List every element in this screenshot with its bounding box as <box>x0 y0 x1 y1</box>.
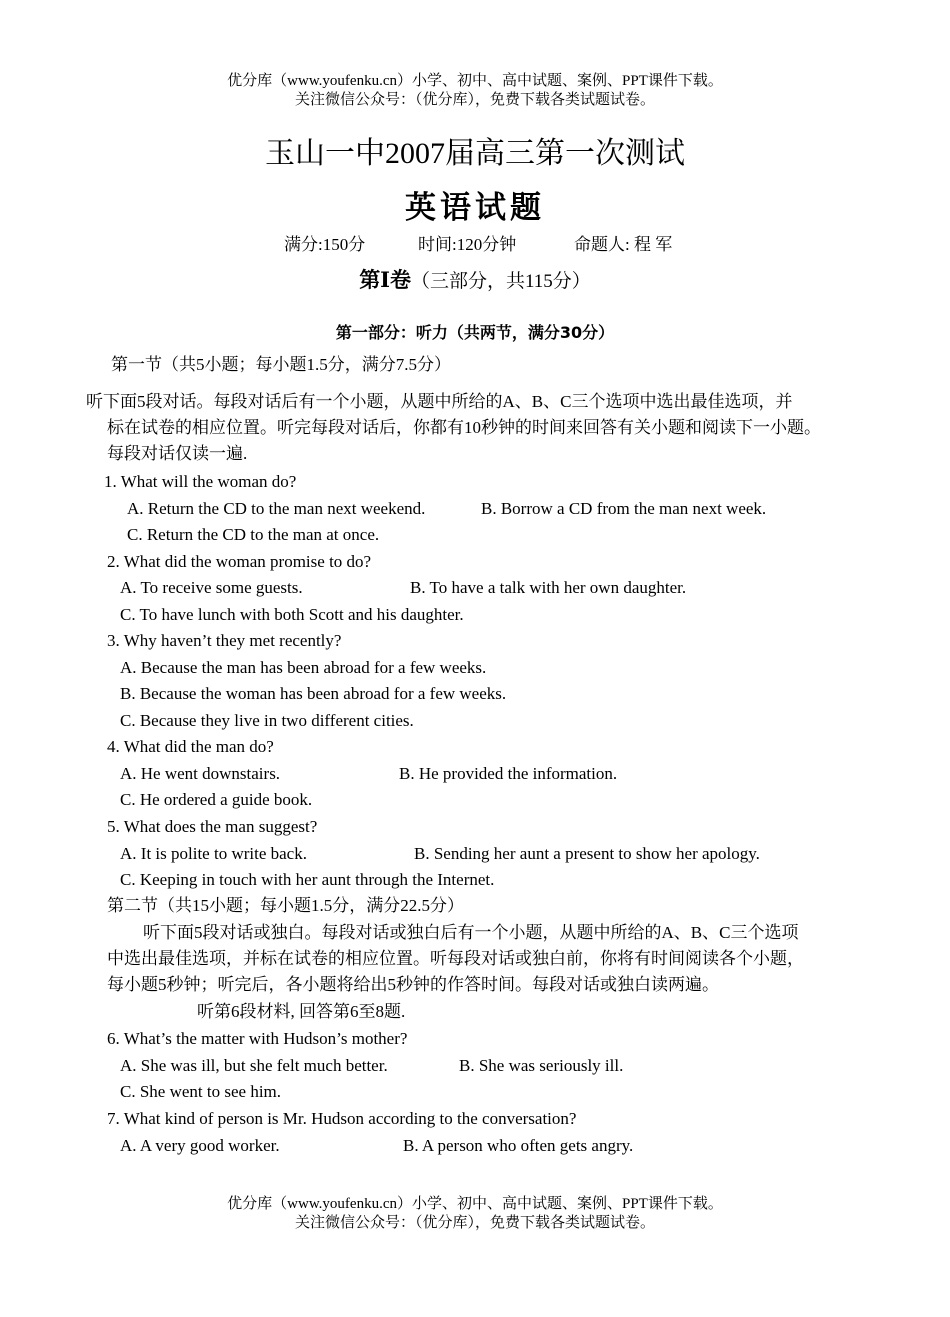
question-4-option-c: C. He ordered a guide book. <box>120 790 313 809</box>
section1-instruction-2: 标在试卷的相应位置。听完每段对话后，你都有10秒钟的时间来回答有关小题和阅读下一小题。 <box>107 418 821 437</box>
question-6-stem: 6. What’s the matter with Hudson’s mother? <box>107 1029 408 1048</box>
question-1-option-a: A. Return the CD to the man next weekend. <box>127 499 426 518</box>
question-3-option-a: A. Because the man has been abroad for a few weeks. <box>120 658 487 677</box>
section1-instruction-1: 听下面5段对话。每段对话后有一个小题，从题中所给的A、B、C三个选项中选出最佳选项，并 <box>86 392 793 411</box>
exam-time: 时间:120分钟 <box>418 235 517 254</box>
exam-author: 命题人: 程 军 <box>574 235 673 254</box>
question-1-option-b: B. Borrow a CD from the man next week. <box>481 499 767 518</box>
question-2-option-a: A. To receive some guests. <box>120 578 303 597</box>
question-6-option-a: A. She was ill, but she felt much better. <box>120 1056 388 1075</box>
question-5-stem: 5. What does the man suggest? <box>107 817 318 836</box>
question-2-stem: 2. What did the woman promise to do? <box>107 552 372 571</box>
section2-instruction-3: 每小题5秒钟；听完后，各小题将给出5秒钟的作答时间。每段对话或独白读两遍。 <box>107 975 719 994</box>
volume-note: （三部分，共115分） <box>411 271 591 292</box>
question-1-option-c: C. Return the CD to the man at once. <box>127 525 380 544</box>
question-7-stem: 7. What kind of person is Mr. Hudson according to the conversation? <box>107 1109 577 1128</box>
exam-subtitle: 英语试题 <box>405 190 545 225</box>
question-5-option-c: C. Keeping in touch with her aunt through the Internet. <box>120 870 495 889</box>
question-6-option-c: C. She went to see him. <box>120 1082 282 1101</box>
question-3-option-b: B. Because the woman has been abroad for a few weeks. <box>120 684 507 703</box>
question-1-stem: 1. What will the woman do? <box>104 472 297 491</box>
question-7-option-b: B. A person who often gets angry. <box>403 1136 634 1155</box>
question-3-option-c: C. Because they live in two different cities. <box>120 711 414 730</box>
question-2-option-c: C. To have lunch with both Scott and his daughter. <box>120 605 464 624</box>
section2-material-note: 听第6段材料, 回答第6至8题. <box>197 1002 406 1021</box>
section2-instruction-1: 听下面5段对话或独白。每段对话或独白后有一个小题，从题中所给的A、B、C三个选项 <box>143 923 799 942</box>
header-line-2: 关注微信公众号：（优分库），免费下载各类试题试卷。 <box>294 92 655 108</box>
part1-title: 第一部分：听力（共两节，满分30分） <box>335 323 615 342</box>
question-6-option-b: B. She was seriously ill. <box>459 1056 624 1075</box>
section1-instruction-3: 每段对话仅读一遍. <box>107 444 248 463</box>
question-7-option-a: A. A very good worker. <box>120 1136 280 1155</box>
full-score: 满分:150分 <box>284 235 366 254</box>
footer-line-1: 优分库（www.youfenku.cn）小学、初中、高中试题、案例、PPT课件下载。 <box>227 1196 723 1212</box>
question-2-option-b: B. To have a talk with her own daughter. <box>410 578 687 597</box>
question-5-option-a: A. It is polite to write back. <box>120 844 307 863</box>
question-4-stem: 4. What did the man do? <box>107 737 274 756</box>
section1-heading: 第一节（共5小题；每小题1.5分，满分7.5分） <box>111 355 451 374</box>
footer-line-2: 关注微信公众号：（优分库），免费下载各类试题试卷。 <box>294 1215 655 1231</box>
question-3-stem: 3. Why haven’t they met recently? <box>107 631 342 650</box>
section2-heading: 第二节（共15小题；每小题1.5分，满分22.5分） <box>107 896 464 915</box>
volume-label: 第Ⅰ卷 <box>359 268 412 292</box>
exam-title: 玉山一中2007届高三第一次测试 <box>265 137 685 170</box>
question-4-option-b: B. He provided the information. <box>399 764 618 783</box>
header-line-1: 优分库（www.youfenku.cn）小学、初中、高中试题、案例、PPT课件下载。 <box>227 73 723 89</box>
question-5-option-b: B. Sending her aunt a present to show her apology. <box>414 844 760 863</box>
section2-instruction-2: 中选出最佳选项，并标在试卷的相应位置。听每段对话或独白前，你将有时间阅读各个小题， <box>107 949 804 968</box>
question-4-option-a: A. He went downstairs. <box>120 764 281 783</box>
volume-heading <box>0 264 950 294</box>
